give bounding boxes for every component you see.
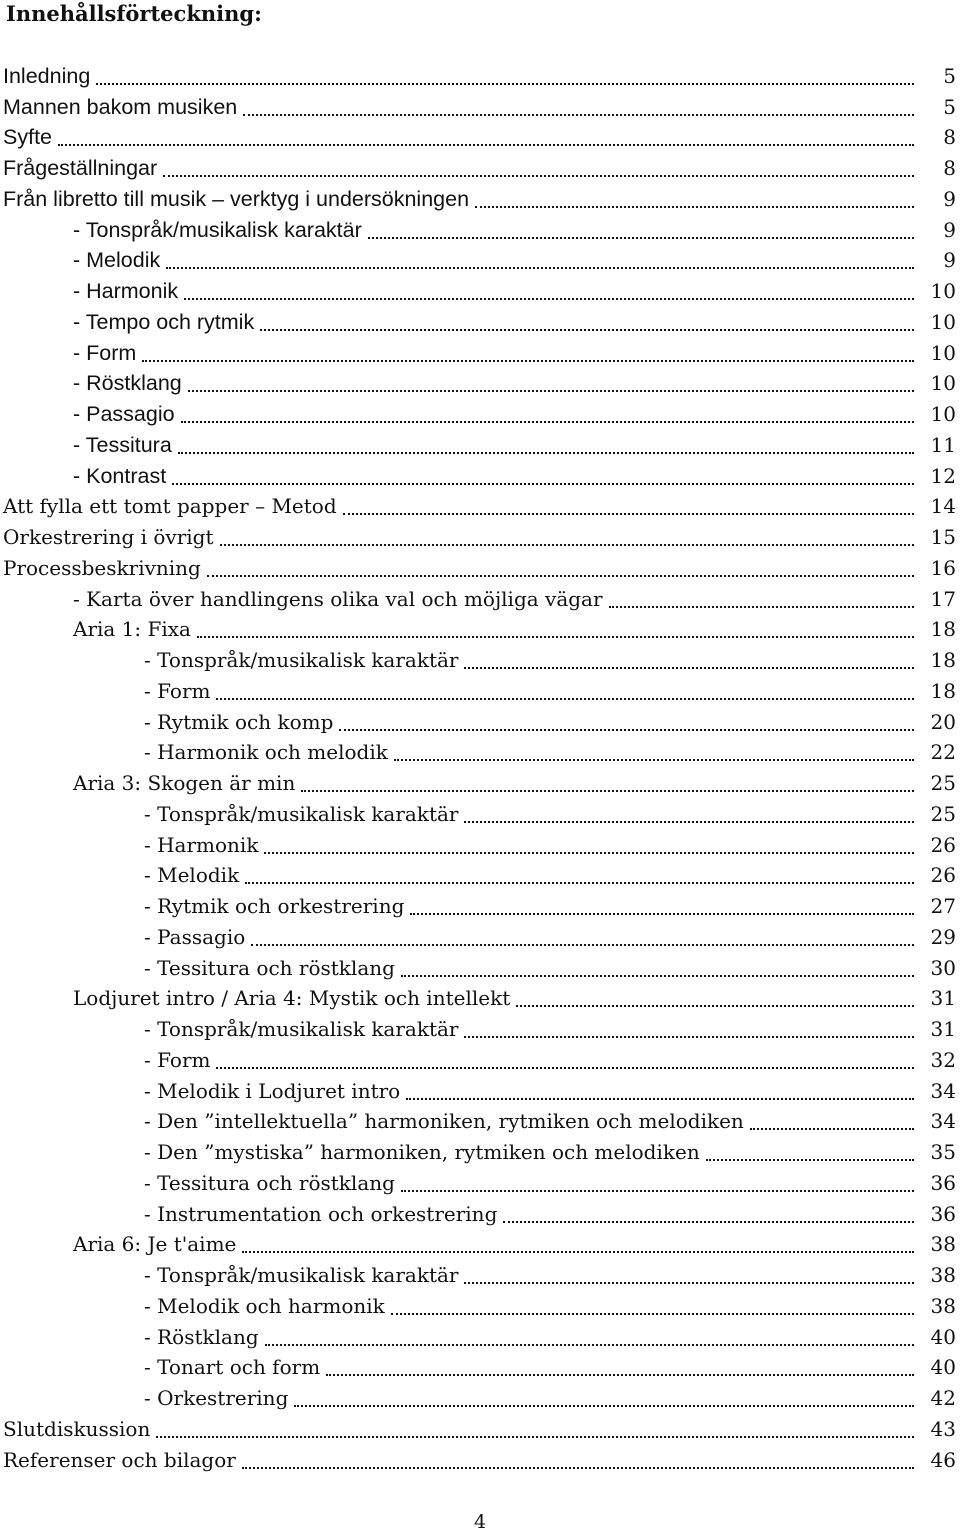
toc-entry-title: - Orkestrering [144, 1386, 289, 1410]
dot-leader [464, 667, 914, 669]
toc-entry-page-number: 10 [930, 371, 956, 396]
toc-entry[interactable] [0, 1443, 960, 1474]
toc-entry-title: - Tessitura och röstklang [144, 1170, 395, 1195]
toc-entry[interactable] [0, 797, 960, 828]
dot-leader [301, 790, 914, 792]
toc-entry-title: - Rytmik och orkestrering [144, 894, 405, 918]
toc-entry[interactable] [0, 766, 960, 797]
dot-leader [475, 206, 914, 208]
dot-leader [706, 1159, 914, 1161]
toc-entry-title: - Tonspråk/musikalisk karaktär [73, 217, 362, 242]
toc-entry-title: - Den ”intellektuella” harmoniken, rytmiken och melodiken [144, 1109, 744, 1134]
toc-entry-page-number: 25 [930, 801, 956, 826]
toc-heading: Innehållsförteckning: [6, 1, 262, 26]
toc-entry[interactable] [0, 1289, 960, 1320]
toc-entry-title: - Melodik och harmonik [144, 1293, 385, 1318]
toc-entry[interactable] [0, 367, 960, 398]
toc-entry-title: - Passagio [144, 924, 246, 949]
toc-entry[interactable] [0, 1012, 960, 1043]
dot-leader [172, 483, 914, 485]
dot-leader [181, 421, 914, 423]
dot-leader [188, 390, 914, 392]
toc-entry-title: Aria 3: Skogen är min [73, 771, 296, 795]
toc-entry[interactable] [0, 889, 960, 920]
toc-entry[interactable] [0, 1135, 960, 1166]
toc-entry-page-number: 31 [930, 986, 956, 1011]
toc-entry-page-number: 26 [930, 863, 956, 888]
toc-entry[interactable] [0, 151, 960, 182]
toc-entry-page-number: 18 [930, 648, 956, 672]
toc-entry-page-number: 35 [930, 1140, 956, 1164]
toc-entry[interactable] [0, 1381, 960, 1412]
toc-entry-page-number: 8 [943, 156, 956, 180]
toc-entry[interactable] [0, 1197, 960, 1228]
toc-entry-page-number: 10 [930, 402, 956, 426]
toc-entry-title: Processbeskrivning [3, 555, 201, 580]
dot-leader [242, 1251, 914, 1253]
toc-entry-page-number: 30 [930, 955, 956, 980]
dot-leader [410, 913, 914, 915]
dot-leader [326, 1374, 914, 1376]
toc-entry[interactable] [0, 1351, 960, 1382]
toc-entry[interactable] [0, 982, 960, 1013]
dot-leader [339, 729, 914, 731]
toc-entry-page-number: 18 [930, 678, 956, 703]
toc-entry-title: Lodjuret intro / Aria 4: Mystik och intellekt [73, 986, 511, 1011]
toc-entry-page-number: 40 [930, 1324, 956, 1349]
dot-leader [406, 1098, 914, 1100]
toc-entry-page-number: 8 [943, 125, 956, 150]
toc-entry-page-number: 18 [930, 617, 956, 642]
toc-entry[interactable] [0, 1043, 960, 1074]
toc-entry-page-number: 9 [943, 248, 956, 273]
dot-leader [401, 1190, 914, 1192]
toc-entry-page-number: 9 [943, 217, 956, 242]
toc-entry-page-number: 22 [930, 740, 956, 765]
toc-entry-page-number: 32 [930, 1047, 956, 1072]
dot-leader [391, 1313, 914, 1315]
dot-leader [184, 298, 914, 300]
toc-entry[interactable] [0, 551, 960, 582]
dot-leader [294, 1405, 914, 1407]
toc-entry[interactable] [0, 121, 960, 152]
toc-entry[interactable] [0, 274, 960, 305]
dot-leader [265, 1344, 914, 1346]
dot-leader [368, 237, 914, 239]
toc-entry-title: Mannen bakom musiken [3, 94, 238, 119]
toc-entry[interactable] [0, 244, 960, 275]
toc-entry[interactable] [0, 859, 960, 890]
toc-entry-title: Referenser och bilagor [3, 1447, 236, 1472]
toc-entry[interactable] [0, 920, 960, 951]
dot-leader [58, 144, 914, 146]
toc-entry-title: - Instrumentation och orkestrering [144, 1201, 498, 1226]
toc-entry-page-number: 14 [930, 494, 956, 519]
toc-entry[interactable] [0, 459, 960, 490]
dot-leader [343, 513, 914, 515]
dot-leader [197, 636, 914, 638]
toc-entry-title: - Melodik [144, 863, 240, 888]
toc-entry-title: - Tonspråk/musikalisk karaktär [144, 1017, 459, 1041]
toc-entry-page-number: 26 [930, 832, 956, 857]
toc-entry-title: - Harmonik [144, 832, 259, 857]
toc-entry-title: - Röstklang [144, 1324, 259, 1349]
toc-entry-page-number: 40 [930, 1355, 956, 1380]
toc-entry-page-number: 42 [930, 1386, 956, 1410]
toc-entry-title: - Rytmik och komp [144, 709, 334, 734]
toc-entry-page-number: 12 [930, 463, 956, 488]
toc-entry-page-number: 17 [930, 586, 956, 611]
toc-entry-page-number: 38 [930, 1293, 956, 1318]
toc-entry-page-number: 43 [930, 1416, 956, 1441]
toc-entry-page-number: 15 [930, 525, 956, 549]
dot-leader [220, 544, 915, 546]
toc-entry[interactable] [0, 1258, 960, 1289]
toc-entry[interactable] [0, 213, 960, 244]
dot-leader [750, 1128, 914, 1130]
toc-entry[interactable] [0, 428, 960, 459]
toc-entry[interactable] [0, 1228, 960, 1259]
toc-entry[interactable] [0, 305, 960, 336]
toc-entry-title: - Melodik [73, 248, 161, 273]
toc-entry-page-number: 34 [930, 1078, 956, 1103]
toc-entry-title: Att fylla ett tomt papper – Metod [3, 494, 337, 519]
toc-entry-page-number: 25 [930, 771, 956, 795]
toc-entry[interactable] [0, 582, 960, 613]
dot-leader [251, 944, 914, 946]
toc-entry-title: - Karta över handlingens olika val och möjliga vägar [73, 586, 603, 611]
dot-leader [207, 575, 914, 577]
toc-entry[interactable] [0, 1105, 960, 1136]
toc-entry-page-number: 5 [943, 94, 956, 119]
toc-entry-title: - Tonart och form [144, 1355, 321, 1380]
dot-leader [216, 1067, 914, 1069]
table-of-contents [0, 59, 960, 1474]
toc-entry[interactable] [0, 1074, 960, 1105]
toc-entry[interactable] [0, 59, 960, 90]
toc-entry-title: Inledning [3, 63, 91, 88]
toc-entry-title: - Tessitura [73, 432, 172, 457]
toc-entry[interactable] [0, 490, 960, 521]
toc-entry[interactable] [0, 951, 960, 982]
toc-entry-title: - Den ”mystiska” harmoniken, rytmiken och melodiken [144, 1140, 700, 1164]
toc-entry-page-number: 38 [930, 1263, 956, 1287]
toc-entry-title: - Harmonik och melodik [144, 740, 388, 765]
dot-leader [394, 759, 914, 761]
dot-leader [178, 452, 914, 454]
toc-entry-title: - Melodik i Lodjuret intro [144, 1078, 401, 1103]
toc-entry-page-number: 16 [930, 555, 956, 580]
toc-entry-page-number: 38 [930, 1232, 956, 1257]
toc-entry-page-number: 34 [930, 1109, 956, 1134]
toc-entry[interactable] [0, 828, 960, 859]
dot-leader [245, 882, 914, 884]
dot-leader [142, 360, 914, 362]
toc-entry-title: Från libretto till musik – verktyg i undersökningen [3, 186, 470, 211]
toc-entry-title: Frågeställningar [3, 156, 158, 180]
toc-entry[interactable] [0, 182, 960, 213]
toc-entry-title: - Tonspråk/musikalisk karaktär [144, 801, 459, 826]
toc-entry-title: - Harmonik [73, 279, 179, 303]
dot-leader [464, 1282, 914, 1284]
toc-entry[interactable] [0, 1320, 960, 1351]
toc-entry-page-number: 36 [930, 1170, 956, 1195]
toc-entry[interactable] [0, 90, 960, 121]
toc-entry[interactable] [0, 674, 960, 705]
toc-entry[interactable] [0, 736, 960, 767]
toc-entry[interactable] [0, 643, 960, 674]
toc-entry[interactable] [0, 520, 960, 551]
toc-entry-page-number: 10 [930, 340, 956, 365]
dot-leader [401, 975, 914, 977]
dot-leader [464, 1036, 914, 1038]
dot-leader [464, 821, 914, 823]
toc-entry[interactable] [0, 336, 960, 367]
toc-entry[interactable] [0, 397, 960, 428]
toc-entry-title: - Tonspråk/musikalisk karaktär [144, 648, 459, 672]
toc-entry-page-number: 5 [943, 63, 956, 88]
dot-leader [609, 606, 914, 608]
toc-entry-title: Slutdiskussion [3, 1416, 151, 1441]
toc-entry-title: Aria 1: Fixa [73, 617, 191, 642]
dot-leader [264, 852, 914, 854]
toc-entry[interactable] [0, 1166, 960, 1197]
toc-entry-page-number: 31 [930, 1017, 956, 1041]
toc-entry-page-number: 10 [930, 279, 956, 303]
toc-entry-title: - Tessitura och röstklang [144, 955, 395, 980]
dot-leader [516, 1005, 914, 1007]
dot-leader [503, 1221, 914, 1223]
toc-entry[interactable] [0, 705, 960, 736]
page-number: 4 [473, 1511, 487, 1533]
dot-leader [242, 1467, 914, 1469]
toc-entry[interactable] [0, 1412, 960, 1443]
toc-entry-page-number: 10 [930, 309, 956, 334]
dot-leader [156, 1436, 914, 1438]
dot-leader [166, 267, 914, 269]
toc-entry[interactable] [0, 613, 960, 644]
dot-leader [96, 83, 914, 85]
dot-leader [260, 329, 914, 331]
toc-entry-title: - Form [144, 1047, 211, 1072]
toc-entry-title: - Tonspråk/musikalisk karaktär [144, 1263, 459, 1287]
toc-entry-title: Syfte [3, 125, 52, 150]
toc-entry-page-number: 29 [930, 924, 956, 949]
toc-entry-title: Orkestrering i övrigt [3, 525, 214, 549]
toc-entry-title: - Form [144, 678, 211, 703]
toc-entry-title: - Form [73, 340, 137, 365]
toc-entry-page-number: 11 [930, 432, 956, 457]
toc-entry-page-number: 9 [943, 186, 956, 211]
dot-leader [163, 175, 914, 177]
toc-entry-page-number: 27 [930, 894, 956, 918]
toc-entry-title: - Röstklang [73, 371, 182, 396]
toc-entry-title: Aria 6: Je t'aime [73, 1232, 237, 1257]
toc-entry-page-number: 20 [930, 709, 956, 734]
toc-entry-page-number: 36 [930, 1201, 956, 1226]
toc-entry-title: - Tempo och rytmik [73, 309, 255, 334]
toc-entry-title: - Kontrast [73, 463, 167, 488]
dot-leader [216, 698, 914, 700]
dot-leader [243, 114, 914, 116]
toc-entry-title: - Passagio [73, 402, 175, 426]
toc-entry-page-number: 46 [930, 1447, 956, 1472]
